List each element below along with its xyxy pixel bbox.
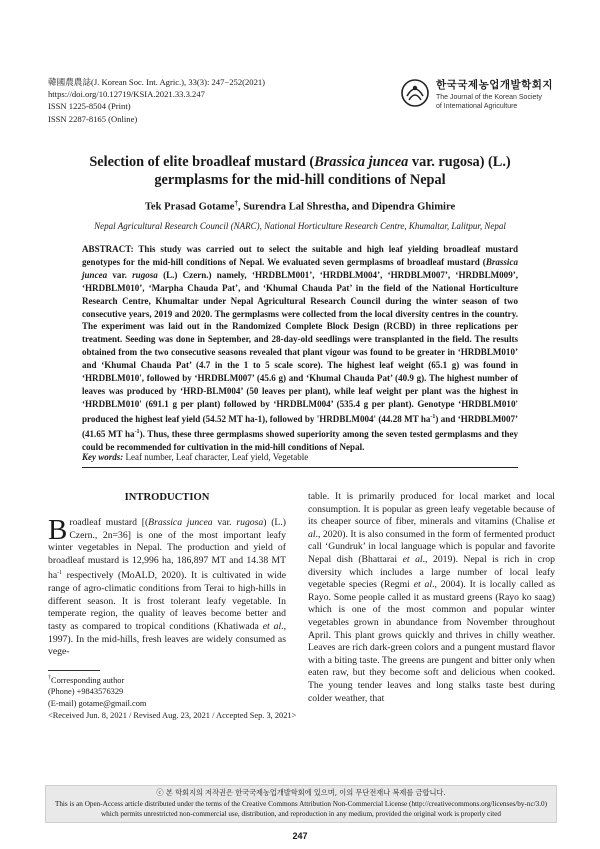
doi-link[interactable]: https://doi.org/10.12719/KSIA.2021.33.3.247 [48, 89, 205, 100]
open-access-license: This is an Open-Access article distributed under the terms of the Creative Commons Attribution Non-Commercial License (http://creativecommons.org/licenses/by-nc/3.0) which permits unrestricted non-commercial use, distribution, and reproduction in any medium, provided the original work is properly cited [54, 800, 548, 818]
issn-online: ISSN 2287-8165 (Online) [48, 113, 138, 124]
page-number: 247 [292, 831, 308, 841]
society-logo [400, 74, 560, 118]
abstract-label: ABSTRACT: [82, 244, 134, 254]
journal-citation: 韓國農農誌(J. Korean Soc. Int. Agric.), 33(3): 247−252(2021) [48, 77, 266, 87]
society-name-english [436, 93, 542, 111]
submission-dates: <Received Jun. 8, 2021 / Revised Aug. 23, 2021 / Accepted Sep. 3, 2021> [48, 710, 297, 720]
section-heading-introduction: INTRODUCTION [124, 492, 210, 503]
title-line-1: Selection of elite broadleaf mustard (Brassica juncea var. rugosa) (L.) [89, 154, 511, 170]
society-emblem-icon [400, 78, 430, 108]
license-box [45, 785, 557, 823]
affiliation: Nepal Agricultural Research Council (NARC), National Horticulture Research Centre, Khumaltar, Lalitpur, Nepal [94, 221, 506, 231]
author-list: Tek Prasad Gotame†, Surendra Lal Shrestha, and Dipendra Ghimire [144, 199, 456, 213]
title-line-2: germplasms for the mid-hill conditions of Nepal [154, 172, 446, 188]
article-title [40, 153, 560, 189]
issn-print: ISSN 1225-8504 (Print) [48, 101, 131, 112]
journal-header-info [48, 76, 265, 125]
footnote [48, 673, 296, 721]
society-name-korean: 한국국제농업개발학회지 [436, 79, 554, 91]
body-column-left: Broadleaf mustard [(Brassica juncea var. rugosa) (L.) Czern., 2n=36] is one of the most important leafy winter vegetables in Nepal. The production and yield of broadleaf mustard is 12,996 ha, 186,897 MT and 14.38 MT $ha^{-1}$ respectively (MoALD, 2020). It is cultivated in wide range of agro-climatic conditions from Terai to high-hills in different season. It is frost tolerant leafy vegetable. In temperate region, the quality of leaves become better and tasty as compared to tropical conditions (Khatiwada et al., 1997). In the mid-hills, fresh leaves are widely consumed as vege- [48, 514, 286, 658]
society-name-en-line2: of International Agriculture [436, 103, 518, 110]
author-phone: (Phone) +9843576329 [48, 687, 124, 697]
footnote-divider [48, 670, 100, 671]
copyright-notice-korean: ⓒ 본 학회지의 저작권은 한국국제농업개발학회에 있으며, 이의 무단전재나 복제를 금합니다. [156, 788, 446, 797]
body-column-right: table. It is primarily produced for local market and local consumption. It is popular as green leafy vegetable because of its cheaper source of fiber, minerals and vitamins (Chalise et al., 2020). It is also consumed in the form of fermented product call ‘Gundruk’ in local language which is popular and favorite Nepal dish (Bhattarai et al., 2019). Nepal is rich in crop diversity which includes a large number of local leafy vegetable species (Regmi et al., 2004). It is locally called as Rayo. Some people called it as mustard greens (Rayo ko saag) which is one of the most common and popular winter vegetables grown in abundance from November throughout April. This plant grows quickly and thrives in chilly weather. Leaves are rich dark-green colors and a pungent mustard flavor with a biting taste. The greens are pungent and bitter only when eaten raw, but they become soft and delicious when cooked. The young tender leaves and long stalks taste best during colder weather, that [308, 491, 555, 704]
keywords-label: Key words: [82, 452, 124, 462]
society-name-en-line1: The Journal of the Korean Society [436, 94, 542, 101]
drop-cap: B [48, 514, 68, 546]
corresponding-author-label: †Corresponding author [48, 675, 125, 685]
abstract: ABSTRACT: This study was carried out to select the suitable and high leaf yielding broadleaf mustard genotypes for the mid-hill conditions of Nepal. We evaluated seven germplasms of broadleaf mustard (Brassica juncea var. rugosa (L.) Czern.) namely, ‘HRDBLM001’, ‘HRDBLM004’, ‘HRDBLM007’, ‘HRDBLM009’, ‘HRDBLM010’, ‘Marpha Chauda Pat’, and ‘Khumal Chauda Pat’ in the field of the National Horticulture Research Centre, Khumaltar under Nepal Agricultural Research Council during the winter season of two consecutive years, 2019 and 2020. The germplasms were collected from the local diversity centres in the country. The experiment was laid out in the Randomized Complete Block Design (RCBD) in three replications per treatment. Seeding was done in September, and 28-day-old seedlings were transplanted in the field. The results obtained from the two consecutive seasons revealed that plant vigour was found to be greater in ‘HRDBLM010’ and ‘Khumal Chauda Pat’ (4.7 in the 1 to 5 scale score). The highest leaf weight (65.1 g) was found in ‘HRDBLM010', followed by ‘HRDBLM007’ (45.6 g) and ‘Khumal Chauda Pat’ (40.9 g). The highest number of leaves was produced by ‘HRD-BLM004’ (50 leaves per plant), while leaf weight per plant was the highest in ‘HRDBLM010' (691.1 g per plant) followed by ‘HRDBLM004’ (535.4 g per plant). Genotype ‘HRDBLM010' produced the highest leaf yield (54.52 MT ha-1), followed by 'HRDBLM004' (44.28 MT $ha^{-1}$) and ‘HRDBLM007’ (41.65 MT $ha^{-1}$). Thus, these three germplasms showed superiority among the seven tested germplasms and they could be recommended for cultivation in the mid-hill conditions of Nepal. [82, 244, 519, 452]
keywords: Key words: Leaf number, Leaf character, Leaf yield, Vegetable [82, 452, 309, 462]
abstract-divider [82, 467, 518, 468]
author-email[interactable]: (E-mail) gotame@gmail.com [48, 698, 147, 708]
